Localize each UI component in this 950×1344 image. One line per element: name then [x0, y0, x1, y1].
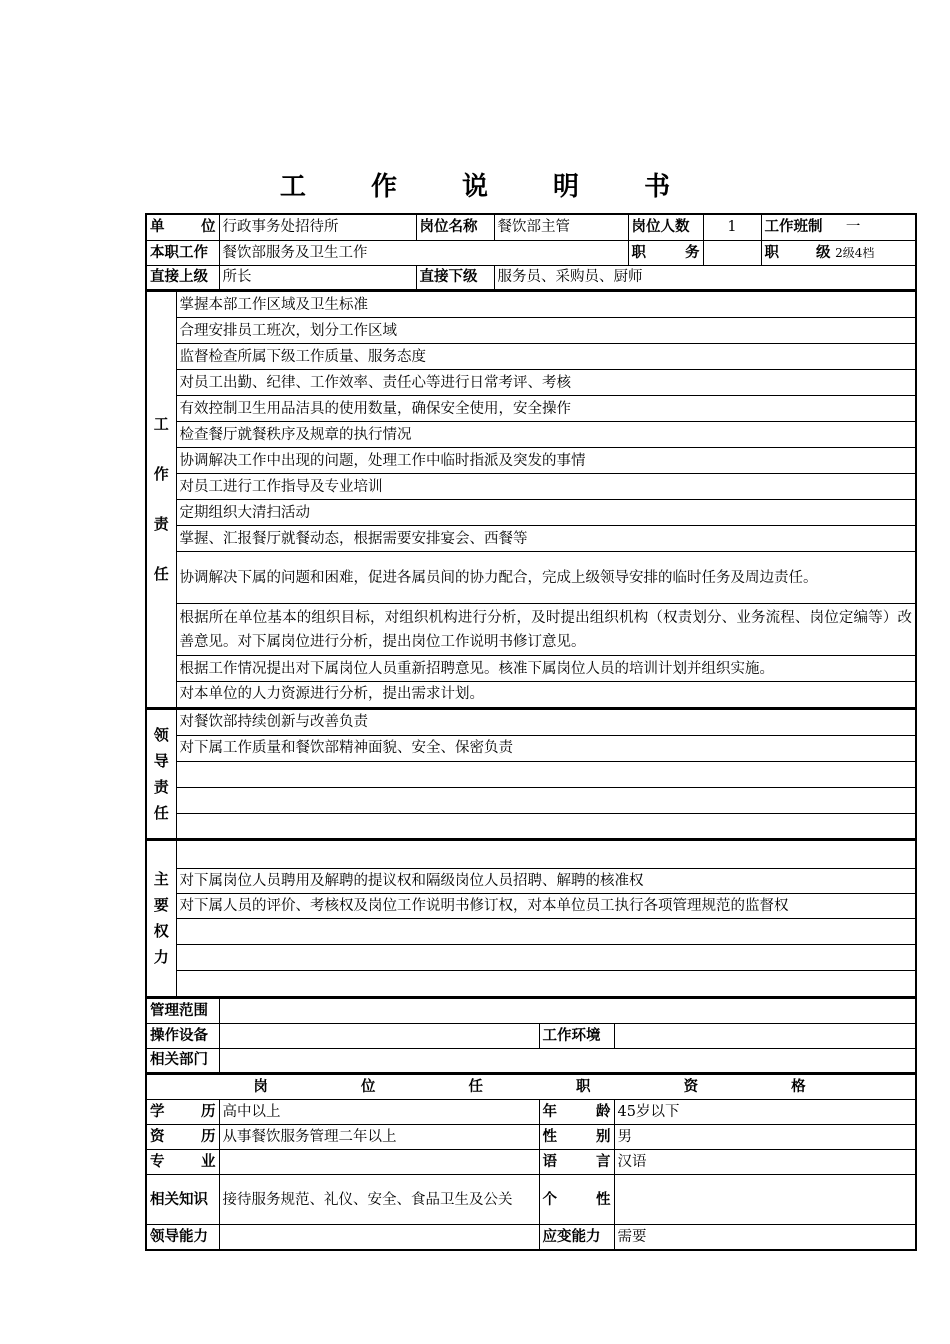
age-value: 45岁以下: [614, 1100, 916, 1125]
scope-table: [145, 998, 917, 1075]
duty-item: 协调解决下属的问题和困难，促进各属员间的协力配合，完成上级领导安排的临时任务及周边责任。: [176, 552, 916, 604]
work-duties-label: [146, 292, 176, 708]
authority-label-char: 力: [153, 948, 169, 967]
personality-value: [614, 1175, 916, 1225]
experience-value: 从事餐饮服务管理二年以上: [219, 1125, 539, 1150]
environment-label: 工作环境: [539, 1023, 614, 1048]
leadership-item: [176, 761, 916, 787]
authority-item: [176, 971, 916, 997]
duty-item: 协调解决工作中出现的问题，处理工作中临时指派及突发的事情: [176, 448, 916, 474]
duty-item: 合理安排员工班次，划分工作区域: [176, 318, 916, 344]
headcount-value: 1: [703, 214, 761, 240]
superior-value: 所长: [219, 265, 416, 290]
authority-item: [176, 945, 916, 971]
shift-label: 工作班制: [764, 219, 823, 236]
authority-item: 对下属人员的评价、考核权及岗位工作说明书修订权，对本单位员工执行各项管理规范的监督权: [176, 894, 916, 919]
departments-label: 相关部门: [146, 1048, 219, 1073]
leadership-ability-value: [219, 1225, 539, 1250]
leadership-item: 对下属工作质量和餐饮部精神面貌、安全、保密负责: [176, 735, 916, 761]
unit-value: 行政事务处招待所: [219, 214, 416, 240]
leadership-table: [145, 709, 917, 841]
management-scope-value: [219, 998, 916, 1023]
authority-label-char: 要: [153, 896, 169, 915]
authority-label-char: 主: [153, 870, 169, 889]
leadership-item: 对餐饮部持续创新与改善负责: [176, 709, 916, 735]
duty-item: 对员工进行工作指导及专业培训: [176, 474, 916, 500]
leadership-label: [146, 709, 176, 839]
grade-value: 2级4档: [835, 245, 875, 260]
work-duties-label-char: 责: [153, 515, 169, 534]
equipment-value: [219, 1023, 539, 1048]
authority-table: [145, 840, 917, 998]
equipment-label: 操作设备: [146, 1023, 219, 1048]
job-description-form: [145, 213, 915, 1251]
environment-value: [614, 1023, 916, 1048]
leadership-ability-label: 领导能力: [146, 1225, 219, 1250]
duty-item: 定期组织大清扫活动: [176, 500, 916, 526]
headcount-label: 岗位人数: [628, 214, 703, 240]
duty-value: [703, 240, 761, 265]
adaptability-label: 应变能力: [539, 1225, 614, 1250]
duty-label: 职 务: [628, 240, 703, 265]
leadership-label-char: 任: [153, 803, 169, 822]
education-label: 学 历: [146, 1100, 219, 1125]
duty-item: 掌握、汇报餐厅就餐动态，根据需要安排宴会、西餐等: [176, 526, 916, 552]
authority-label: [146, 841, 176, 997]
subordinate-label: 直接下级: [416, 265, 494, 290]
major-value: [219, 1150, 539, 1175]
personality-label: 个 性: [539, 1175, 614, 1225]
age-label: 年 龄: [539, 1100, 614, 1125]
position-name-value: 餐饮部主管: [494, 214, 628, 240]
main-work-value: 餐饮部服务及卫生工作: [219, 240, 628, 265]
grade-cell: [761, 240, 916, 265]
leadership-label-char: 责: [153, 777, 169, 796]
education-value: 高中以上: [219, 1100, 539, 1125]
superior-label: 直接上级: [146, 265, 219, 290]
authority-spacer: [176, 841, 916, 869]
management-scope-label: 管理范围: [146, 998, 219, 1023]
document-title: 工 作 说 明 书: [279, 172, 699, 202]
qualifications-heading: 岗 位 任 职 资 格: [146, 1075, 916, 1100]
subordinate-value: 服务员、采购员、厨师: [494, 265, 916, 290]
work-duties-label-char: 工: [153, 415, 169, 434]
duty-item: 检查餐厅就餐秩序及规章的执行情况: [176, 422, 916, 448]
departments-value: [219, 1048, 916, 1073]
leadership-item: [176, 787, 916, 813]
shift-cell: [761, 214, 916, 240]
duty-item: 对员工出勤、纪律、工作效率、责任心等进行日常考评、考核: [176, 370, 916, 396]
language-label: 语 言: [539, 1150, 614, 1175]
duty-item: 根据工作情况提出对下属岗位人员重新招聘意见。核准下属岗位人员的培训计划并组织实施。: [176, 656, 916, 682]
major-label: 专 业: [146, 1150, 219, 1175]
gender-value: 男: [614, 1125, 916, 1150]
gender-label: 性 别: [539, 1125, 614, 1150]
leadership-label-char: 导: [153, 751, 169, 770]
main-work-label: 本职工作: [146, 240, 219, 265]
authority-item: [176, 919, 916, 945]
experience-label: 资 历: [146, 1125, 219, 1150]
leadership-item: [176, 813, 916, 839]
position-name-label: 岗位名称: [416, 214, 494, 240]
shift-value: 一: [845, 219, 861, 236]
unit-label: 单 位: [146, 214, 219, 240]
authority-item: 对下属岗位人员聘用及解聘的提议权和隔级岗位人员招聘、解聘的核准权: [176, 869, 916, 894]
authority-label-char: 权: [153, 922, 169, 941]
grade-label: 职 级: [764, 244, 831, 261]
duty-item: 掌握本部工作区域及卫生标准: [176, 292, 916, 318]
header-table: [145, 213, 917, 291]
work-duties-table: [145, 291, 917, 709]
duty-item: 有效控制卫生用品洁具的使用数量，确保安全使用，安全操作: [176, 396, 916, 422]
leadership-label-char: 领: [153, 725, 169, 744]
adaptability-value: 需要: [614, 1225, 916, 1250]
work-duties-label-char: 任: [153, 565, 169, 584]
duty-item: 根据所在单位基本的组织目标，对组织机构进行分析，及时提出组织机构（权责划分、业务流程、岗位定编等）改善意见。对下属岗位进行分析，提出岗位工作说明书修订意见。: [176, 604, 916, 656]
language-value: 汉语: [614, 1150, 916, 1175]
duty-item: 监督检查所属下级工作质量、服务态度: [176, 344, 916, 370]
qualifications-table: [145, 1074, 917, 1251]
knowledge-label: 相关知识: [146, 1175, 219, 1225]
knowledge-value: 接待服务规范、礼仪、安全、食品卫生及公关: [219, 1175, 539, 1225]
duty-item: 对本单位的人力资源进行分析，提出需求计划。: [176, 682, 916, 708]
work-duties-label-char: 作: [153, 465, 169, 484]
